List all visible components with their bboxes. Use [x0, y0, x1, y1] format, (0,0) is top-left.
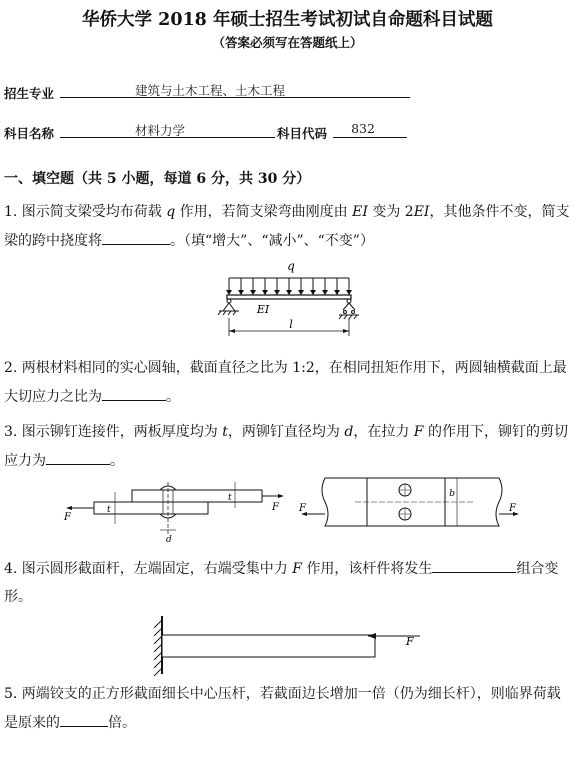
cantilever-bar [162, 635, 375, 657]
exam-subtitle: （答案必须写在答题纸上） [212, 35, 363, 50]
answer-blank-2 [102, 382, 166, 401]
code-underline [333, 137, 407, 138]
code-value: 832 [351, 121, 375, 136]
figure-riveted-joint-top [295, 470, 525, 540]
subject-label: 科目名称 [4, 126, 55, 141]
svg-text:b: b [449, 489, 455, 499]
code-label: 科目代码 [277, 126, 328, 141]
lower-plate [94, 502, 208, 514]
left-pin-support [218, 299, 239, 315]
load-arrowheads [226, 290, 352, 295]
svg-text:t: t [228, 493, 232, 503]
question-5: 5. 两端铰支的正方形截面细长中心压杆，若截面边长增加一倍（仍为细长杆），则临界荷载是原来的 倍。 [4, 686, 561, 731]
answer-blank-5 [60, 708, 108, 727]
right-roller-support [339, 299, 359, 319]
major-label: 招生专业 [4, 86, 55, 101]
question-4: 4. 图示圆形截面杆，左端固定，右端受集中力 F 作用，该杆件将发生 组合变形。 [4, 554, 572, 611]
figure-simply-supported-beam [205, 258, 375, 340]
ei-label: EI [256, 303, 270, 316]
answer-blank-4 [432, 554, 516, 573]
svg-text:F: F [509, 503, 516, 514]
force-f-label: F [406, 635, 414, 648]
svg-text:F: F [64, 512, 71, 523]
svg-text:F: F [272, 502, 279, 513]
exam-title: 华侨大学 2018 年硕士招生考试初试自命题科目试题 [82, 10, 493, 30]
question-2: 2. 两根材料相同的实心圆轴，截面直径之比为 1:2，在相同扭矩作用下，两圆轴横截面上最大切应力之比为 。 [4, 360, 567, 405]
subject-value: 材料力学 [134, 123, 185, 138]
wall-hatching [154, 620, 162, 676]
major-value: 建筑与土木工程、土木工程 [134, 83, 285, 98]
question-3: 3. 图示铆钉连接件，两板厚度均为 t，两铆钉直径均为 d，在拉力 F 的作用下，铆钉的剪切应力为 。 [4, 424, 568, 469]
answer-blank-3 [46, 446, 110, 465]
figure-riveted-joint-side [60, 478, 290, 548]
section-heading: 一、填空题（共 5 小题，每道 6 分，共 30 分） [4, 171, 311, 187]
upper-plate [132, 490, 262, 502]
beam [227, 295, 351, 299]
distributed-load-arrows [229, 278, 349, 292]
figure-cantilever [148, 612, 428, 678]
svg-text:F: F [299, 503, 306, 514]
answer-blank-1 [102, 226, 170, 245]
svg-text:t: t [107, 505, 111, 515]
span-l-label: l [289, 318, 293, 331]
question-1: 1. 图示简支梁受均布荷载 q 作用，若简支梁弯曲刚度由 EI 变为 2EI，其他条件不变，简支梁的跨中挠度将 。（填“增大”、“减小”、“不变”） [4, 204, 570, 249]
load-q-label: q [287, 259, 295, 273]
svg-text:d: d [166, 535, 172, 545]
